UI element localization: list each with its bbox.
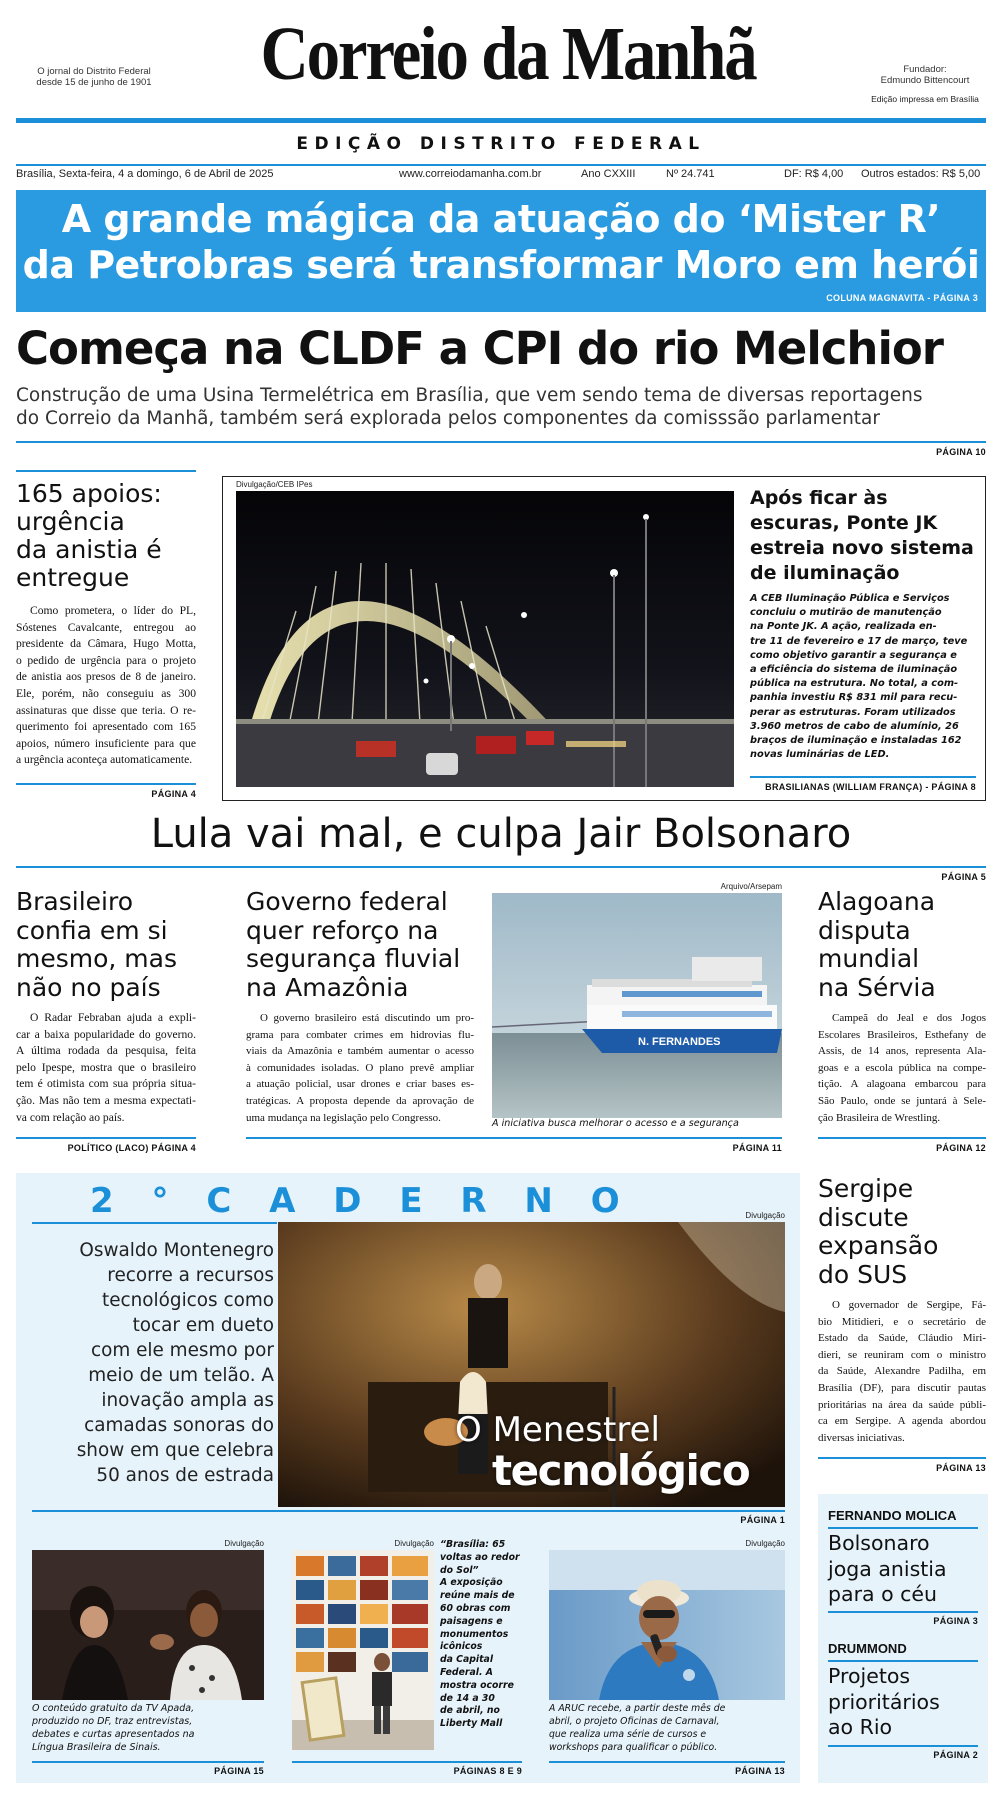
alagoana-headline[interactable] (818, 888, 988, 1002)
tagline-line-2: desde 15 de junho de 1901 (36, 77, 152, 88)
drummond-label[interactable]: DRUMMOND (828, 1641, 907, 1656)
sergipe-body-line: Estado da Saúde, Cláudio Miri- (818, 1332, 986, 1345)
expo-photo-credit: Divulgação (394, 1539, 434, 1548)
dateline-price-df: DF: R$ 4,00 (784, 168, 844, 180)
anistia-top-rule (16, 470, 196, 472)
caderno-page-ref: PÁGINA 1 (740, 1515, 785, 1525)
governo-page-ref: PÁGINA 11 (732, 1143, 782, 1153)
caderno-text (26, 1238, 274, 1488)
expo-caption-line: monumentos (440, 1628, 509, 1640)
expo-rule (292, 1761, 522, 1763)
newspaper-logo[interactable]: Correio da Manhã (260, 12, 756, 96)
anistia-body-line: assinaturas que disse que teria. O re- (16, 703, 196, 717)
drummond-page-ref: PÁGINA 2 (933, 1750, 978, 1760)
molica-headline-line: Bolsonaro (828, 1531, 930, 1555)
anistia-body-line: apoios, número insuficiente para que (16, 736, 196, 750)
banner-headline-line-2: da Petrobras será transformar Moro em herói (22, 243, 980, 287)
alagoana-body-line: tição. A alagoana embarcou para (818, 1078, 986, 1091)
dateline-date: Brasília, Sexta-feira, 4 a domingo, 6 de Abril de 2025 (16, 168, 274, 180)
sergipe-headline-line: Sergipe (818, 1174, 914, 1203)
expo-caption-line: “Brasília: 65 (440, 1539, 506, 1550)
alagoana-page-ref: PÁGINA 12 (936, 1143, 986, 1153)
sergipe-page-ref: PÁGINA 13 (936, 1463, 986, 1473)
expo-caption-line: Liberty Mall (440, 1718, 503, 1730)
tv-caption-line: debates e curtas apresentados na (32, 1729, 195, 1740)
anistia-headline-line: entregue (16, 563, 130, 592)
lead-rule (16, 441, 986, 443)
anistia-body-line: de anistia aos presos de 8 de janeiro. (16, 670, 196, 684)
governo-body-line: grama para combater crimes em hidrovias flu- (246, 1028, 474, 1041)
tv-caption-line: Língua Brasileira de Sinais. (32, 1742, 161, 1753)
expo-caption-line: mostra ocorre (440, 1679, 514, 1691)
molica-label[interactable]: FERNANDO MOLICA (828, 1508, 957, 1523)
banner-headline-line-1: A grande mágica da atuação do ‘Mister R’ (61, 197, 941, 241)
drummond-headline-line: Projetos (828, 1664, 911, 1688)
masthead-rule (16, 118, 986, 123)
anistia-body-line: presidente da Câmara, Hugo Motta, (16, 637, 196, 651)
molica-page-ref: PÁGINA 3 (933, 1616, 978, 1626)
expo-page-ref: PÁGINAS 8 E 9 (453, 1766, 522, 1776)
anistia-body-line: Como prometera, o líder do PL, (30, 604, 196, 617)
expo-caption-line: da Capital (440, 1654, 494, 1666)
alagoana-body-line: São Paulo, onde se juntará à Sele- (818, 1094, 986, 1107)
caderno-title[interactable]: 2 ° C A D E R N O (90, 1181, 633, 1221)
alagoana-headline-line: mundial (818, 944, 920, 973)
ponte-body (750, 592, 978, 762)
alagoana-body-line: goas e a escola pública na compe- (818, 1061, 986, 1074)
brasileiro-body-line: O Radar Febraban ajuda a expli- (30, 1011, 196, 1024)
governo-caption: A iniciativa busca melhorar o acesso e a segurança (492, 1118, 739, 1129)
dateline-year: Ano CXXIII (581, 168, 636, 180)
anistia-headline[interactable] (16, 480, 201, 592)
alagoana-rule (818, 1137, 986, 1139)
tv-photo (32, 1550, 264, 1700)
expo-caption-line: voltas ao redor (440, 1551, 520, 1563)
caderno-text-line: inovação ampla as (101, 1390, 274, 1411)
founder-label: Fundador: (903, 64, 947, 75)
caderno-text-line: meio de um telão. A (88, 1365, 274, 1386)
alagoana-body-line: Assis, de 14 anos, representa Ala- (818, 1045, 986, 1058)
ponte-page-ref: BRASILIANAS (WILLIAM FRANÇA) - PÁGINA 8 (765, 782, 976, 792)
ponte-photo (236, 491, 734, 787)
aruc-page-ref: PÁGINA 13 (735, 1766, 785, 1776)
brasileiro-page-ref: POLÍTICO (LACO) PÁGINA 4 (67, 1143, 196, 1153)
lula-headline[interactable]: Lula vai mal, e culpa Jair Bolsonaro (150, 811, 852, 857)
ponte-ref-rule (750, 776, 976, 778)
brasileiro-rule (16, 1137, 196, 1139)
drummond-rule (828, 1660, 978, 1662)
alagoana-headline-line: disputa (818, 915, 911, 945)
sergipe-body-line: diversas iniciativas. (818, 1431, 905, 1444)
anistia-body (16, 603, 196, 769)
ponte-body-line: panhia investiu R$ 831 mil para recu- (750, 692, 958, 704)
expo-photo (292, 1550, 434, 1750)
aruc-caption-line: abril, o projeto Oficinas de Carnaval, (549, 1716, 720, 1727)
anistia-page-ref: PÁGINA 4 (151, 789, 196, 799)
ponte-photo-credit: Divulgação/CEB IPes (236, 480, 313, 489)
expo-caption-line: 60 obras com (440, 1602, 511, 1614)
sergipe-headline-line: do SUS (818, 1259, 908, 1289)
ponte-body-line: tre 11 de fevereiro e 17 de março, teve (750, 635, 968, 647)
masthead-founder (850, 64, 1000, 86)
ponte-headline-line: estreia novo sistema (750, 537, 974, 559)
brasileiro-headline-line: mesmo, mas (16, 944, 177, 973)
lula-rule (16, 866, 986, 868)
sergipe-body (818, 1297, 986, 1446)
brasileiro-headline-line: Brasileiro (16, 887, 134, 916)
governo-body-line: tratégicas. A proposta depende da aprovação de (246, 1094, 474, 1107)
brasileiro-body (16, 1010, 196, 1126)
governo-body-line: viais da Amazônia e também aumentar o acesso (246, 1045, 474, 1058)
banner-box[interactable] (16, 190, 986, 312)
ponte-body-line: 3.960 metros de cabo de alumínio, 26 (750, 720, 959, 732)
ponte-body-line: A CEB Iluminação Pública e Serviços (750, 593, 950, 604)
drummond-headline-line: prioritários (828, 1689, 940, 1714)
brasileiro-body-line: va com relação ao país. (16, 1110, 125, 1124)
molica-rule (828, 1527, 978, 1529)
aruc-caption-line: que realiza uma série de cursos e (549, 1729, 707, 1740)
ponte-body-line: novas luminárias de LED. (750, 749, 890, 761)
alagoana-headline-line: Alagoana (818, 887, 936, 916)
sergipe-rule (818, 1457, 986, 1459)
governo-body (246, 1010, 474, 1126)
alagoana-body-line: Escolares Brasileiros, Esthefany de (818, 1028, 986, 1041)
anistia-headline-line: da anistia é (16, 535, 162, 564)
lead-page-ref: PÁGINA 10 (936, 447, 986, 457)
anistia-body-line: Ele, porém, não conseguiu as 300 (16, 686, 196, 700)
dateline-price-other: Outros estados: R$ 5,00 (861, 168, 981, 180)
governo-photo (492, 893, 782, 1118)
governo-body-line: uma mudança na legislação pelo Congresso. (246, 1111, 441, 1124)
anistia-headline-line: urgência (16, 507, 125, 536)
anistia-body-line: querimento foi apresentado com 165 (16, 720, 196, 734)
aruc-caption-line: A ARUC recebe, a partir deste mês de (549, 1703, 726, 1714)
drummond-bottom-rule (828, 1745, 978, 1747)
caderno-text-rule (32, 1222, 277, 1224)
founder-name: Edmundo Bittencourt (880, 75, 970, 86)
caderno-text-line: 50 anos de estrada (96, 1465, 274, 1486)
governo-headline-line: Governo federal (246, 887, 448, 916)
tv-caption (32, 1702, 264, 1754)
lula-page-ref: PÁGINA 5 (941, 872, 986, 882)
edition-label: EDIÇÃO DISTRITO FEDERAL (296, 134, 706, 154)
ponte-headline-line: Após ficar às (750, 487, 888, 509)
brasileiro-body-line: pelo Ipespe, mostra que o brasileiro (16, 1060, 196, 1074)
expo-caption (440, 1539, 522, 1731)
aruc-caption-line: workshops para qualificar o público. (549, 1742, 718, 1753)
brasileiro-headline-line: confia em si (16, 915, 168, 945)
brasileiro-body-line: A última rodada da pesquisa, feita (16, 1044, 196, 1058)
expo-caption-line: de 14 a 30 (440, 1692, 495, 1704)
ponte-headline-line: escuras, Ponte JK (750, 512, 938, 534)
tv-rule (32, 1761, 264, 1763)
dateline-bar (16, 167, 986, 183)
aruc-caption (549, 1702, 785, 1754)
expo-caption-line: icônicos (440, 1641, 483, 1653)
lead-subhead-line-2: do Correio da Manhã, também será explorada pelos componentes da comisssão parlamentar (16, 408, 880, 429)
sergipe-body-line: da Saúde, Alexandre Padilha, em (818, 1365, 986, 1378)
brasileiro-body-line: car a baixa popularidade do governo. (16, 1027, 196, 1041)
caderno-text-line: show em que celebra (76, 1440, 274, 1461)
lead-subhead (16, 384, 986, 430)
menestrel-overlay-1: O Menestrel (455, 1410, 660, 1450)
banner-page-ref: COLUNA MAGNAVITA - PÁGINA 3 (826, 293, 978, 303)
edition-rule (16, 164, 986, 166)
alagoana-headline-line: na Sérvia (818, 972, 936, 1002)
caderno-text-line: com ele mesmo por (90, 1340, 274, 1361)
caderno-text-line: tocar em dueto (132, 1315, 274, 1336)
alagoana-body (818, 1010, 986, 1126)
ponte-body-line: pública na estrutura. No total, a com- (750, 678, 959, 690)
sergipe-body-line: prioritárias na área da saúde públi- (818, 1398, 986, 1411)
governo-photo-credit: Arquivo/Arsepam (720, 882, 782, 891)
aruc-photo (549, 1550, 785, 1700)
lead-headline[interactable]: Começa na CLDF a CPI do rio Melchior (16, 322, 943, 375)
alagoana-body-line: ção Brasileira de Wrestling. (818, 1111, 941, 1124)
ponte-body-line: a eficiência do sistema de iluminação (750, 664, 958, 676)
caderno-text-line: camadas sonoras do (84, 1415, 274, 1436)
lead-subhead-line-1: Construção de uma Usina Termelétrica em Brasília, que vem sendo tema de diversas reportagens (16, 385, 923, 406)
tagline-line-1: O jornal do Distrito Federal (37, 66, 151, 77)
governo-headline-line: na Amazônia (246, 972, 409, 1002)
sergipe-body-line: Brasília (DF), para discutir pautas (818, 1381, 986, 1394)
print-edition-note: Edição impressa em Brasília (871, 94, 979, 104)
governo-headline-line: quer reforço na (246, 915, 439, 945)
expo-caption-line: paisagens e (440, 1615, 503, 1627)
molica-headline[interactable] (828, 1531, 983, 1608)
sergipe-body-line: bio Mitidieri, e o secretário de (818, 1315, 986, 1328)
aruc-rule (549, 1761, 785, 1763)
menestrel-overlay-2: tecnológico (492, 1446, 750, 1495)
brasileiro-headline-line: não no país (16, 972, 161, 1002)
governo-headline-line: segurança fluvial (246, 944, 461, 973)
dateline-website[interactable]: www.correiodamanha.com.br (399, 168, 542, 180)
tv-caption-line: produzido no DF, traz entrevistas, (32, 1716, 193, 1727)
caderno-text-line: recorre a recursos (107, 1265, 274, 1286)
sergipe-body-line: ca em Sergipe. A agenda abordou (818, 1415, 986, 1428)
brasileiro-headline[interactable] (16, 888, 206, 1002)
sergipe-body-line: O governador de Sergipe, Fá- (832, 1299, 986, 1311)
governo-body-line: O governo brasileiro está discutindo um pro- (260, 1012, 474, 1024)
molica-headline-line: para o céu (828, 1582, 938, 1606)
brasileiro-body-line: tem é otimista com sua própria situa- (16, 1077, 196, 1091)
tv-page-ref: PÁGINA 15 (214, 1766, 264, 1776)
caderno-text-line: tecnológicos como (101, 1290, 274, 1311)
caderno-text-line: Oswaldo Montenegro (79, 1240, 274, 1261)
anistia-body-line: o pedido de urgência para o projeto (16, 653, 196, 667)
caderno-photo-rule (32, 1510, 785, 1512)
drummond-headline[interactable] (828, 1664, 983, 1741)
ponte-headline (750, 486, 980, 586)
anistia-body-line: a urgência aconteça automaticamente. (16, 753, 193, 767)
ponte-body-line: concluiu o mutirão de manutenção (750, 607, 942, 619)
ponte-headline-line: de iluminação (750, 562, 900, 584)
sergipe-headline[interactable] (818, 1175, 988, 1289)
governo-rule (246, 1137, 782, 1139)
boat-name-text: N. FERNANDES (638, 1036, 721, 1048)
caderno-photo-credit: Divulgação (745, 1211, 785, 1220)
brasileiro-body-line: ção. Mas não tem a mesma expectati- (16, 1093, 196, 1107)
anistia-bottom-rule (16, 783, 196, 785)
ponte-body-line: como objetivo garantir a segurança e (750, 649, 957, 661)
governo-body-line: à comunidades isoladas. O plano prevê ampliar (246, 1061, 474, 1074)
sergipe-headline-line: discute (818, 1202, 909, 1232)
molica-bottom-rule (828, 1611, 978, 1613)
ponte-body-line: perar as estruturas. Foram utilizados (750, 706, 956, 718)
expo-caption-line: A exposição (440, 1577, 503, 1589)
alagoana-body-line: Campeã do Jeal e dos Jogos (832, 1012, 986, 1024)
governo-body-line: a atuação policial, usar drones e criar bases es- (246, 1078, 474, 1091)
anistia-body-line: Sóstenes Cavalcante, entregou ao (16, 620, 196, 634)
aruc-photo-credit: Divulgação (745, 1539, 785, 1548)
expo-caption-line: do Sol” (440, 1564, 479, 1576)
tv-photo-credit: Divulgação (224, 1539, 264, 1548)
ponte-body-line: na Ponte JK. A ação, realizada en- (750, 621, 937, 633)
expo-caption-line: de abril, no (440, 1705, 500, 1717)
tv-caption-line: O conteúdo gratuito da TV Apada, (32, 1703, 195, 1714)
governo-headline[interactable] (246, 888, 466, 1002)
sergipe-body-line: dieri, se reuniram com o ministro (818, 1348, 986, 1361)
expo-caption-line: reúne mais de (440, 1590, 515, 1602)
molica-headline-line: joga anistia (828, 1556, 947, 1581)
ponte-body-line: braços de iluminação e instaladas 162 (750, 735, 962, 747)
drummond-headline-line: ao Rio (828, 1715, 893, 1739)
masthead-tagline (24, 66, 164, 88)
sergipe-headline-line: expansão (818, 1231, 939, 1260)
dateline-number: Nº 24.741 (666, 168, 715, 180)
expo-caption-line: Federal. A (440, 1666, 493, 1678)
anistia-headline-line: 165 apoios: (16, 479, 162, 508)
